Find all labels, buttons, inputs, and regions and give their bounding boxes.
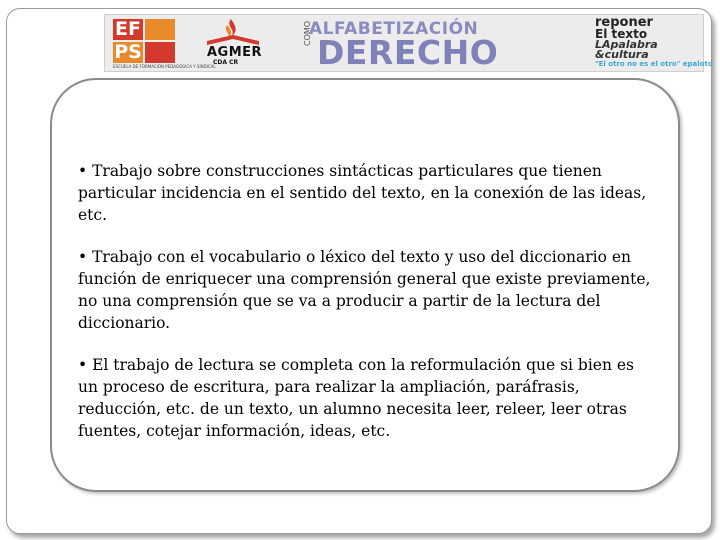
bullet-1: • Trabajo sobre construcciones sintácticas particulares que tienen particular incidencia en el sentido del texto, en la conexión de las ideas, etc. bbox=[78, 162, 647, 224]
reponer-line-4: &cultura bbox=[595, 48, 649, 61]
flame-book-icon bbox=[191, 17, 275, 47]
reponer-tagline: "El otro no es el otro" epaloto bbox=[595, 60, 713, 68]
bullet-3: • El trabajo de lectura se completa con la reformulación que si bien es un proceso de escritura, para realizar la ampliación, paráfrasis, reducción, etc. de un texto, un alumno necesita leer, releer, leer otras fuentes, cotejar información, ideas, etc. bbox=[78, 356, 635, 440]
bullet-list bbox=[78, 160, 654, 462]
header-banner bbox=[104, 14, 713, 72]
reponer-line-3: LApalabra bbox=[595, 38, 658, 51]
agmer-name: AGMER bbox=[207, 45, 263, 60]
reponer-logo bbox=[595, 15, 713, 69]
reponer-line-1: reponer bbox=[595, 15, 653, 30]
bullet-2: • Trabajo con el vocabulario o léxico del texto y uso del diccionario en función de enriquecer una comprensión general que existe previamente, no una comprensión que se va a producir a partir de la lectura del diccionario. bbox=[78, 248, 651, 332]
agmer-logo bbox=[191, 17, 275, 69]
campaign-title-line2: DERECHO bbox=[317, 33, 499, 72]
campaign-como: COMO bbox=[303, 20, 312, 46]
efps-logo bbox=[113, 18, 216, 69]
efps-letters-bottom: PS bbox=[114, 41, 142, 63]
efps-block-orange bbox=[145, 19, 175, 40]
campaign-title-line1: ALFABETIZACIÓN bbox=[309, 19, 479, 39]
reponer-line-2: El texto bbox=[595, 27, 648, 41]
content-box bbox=[50, 78, 680, 492]
agmer-subtitle: CDA CR bbox=[213, 59, 239, 66]
efps-block-red bbox=[145, 42, 175, 63]
efps-caption: ESCUELA DE FORMACIÓN PEDAGÓGICA Y SINDICAL bbox=[113, 64, 216, 69]
efps-letters-top: EF bbox=[113, 19, 143, 40]
